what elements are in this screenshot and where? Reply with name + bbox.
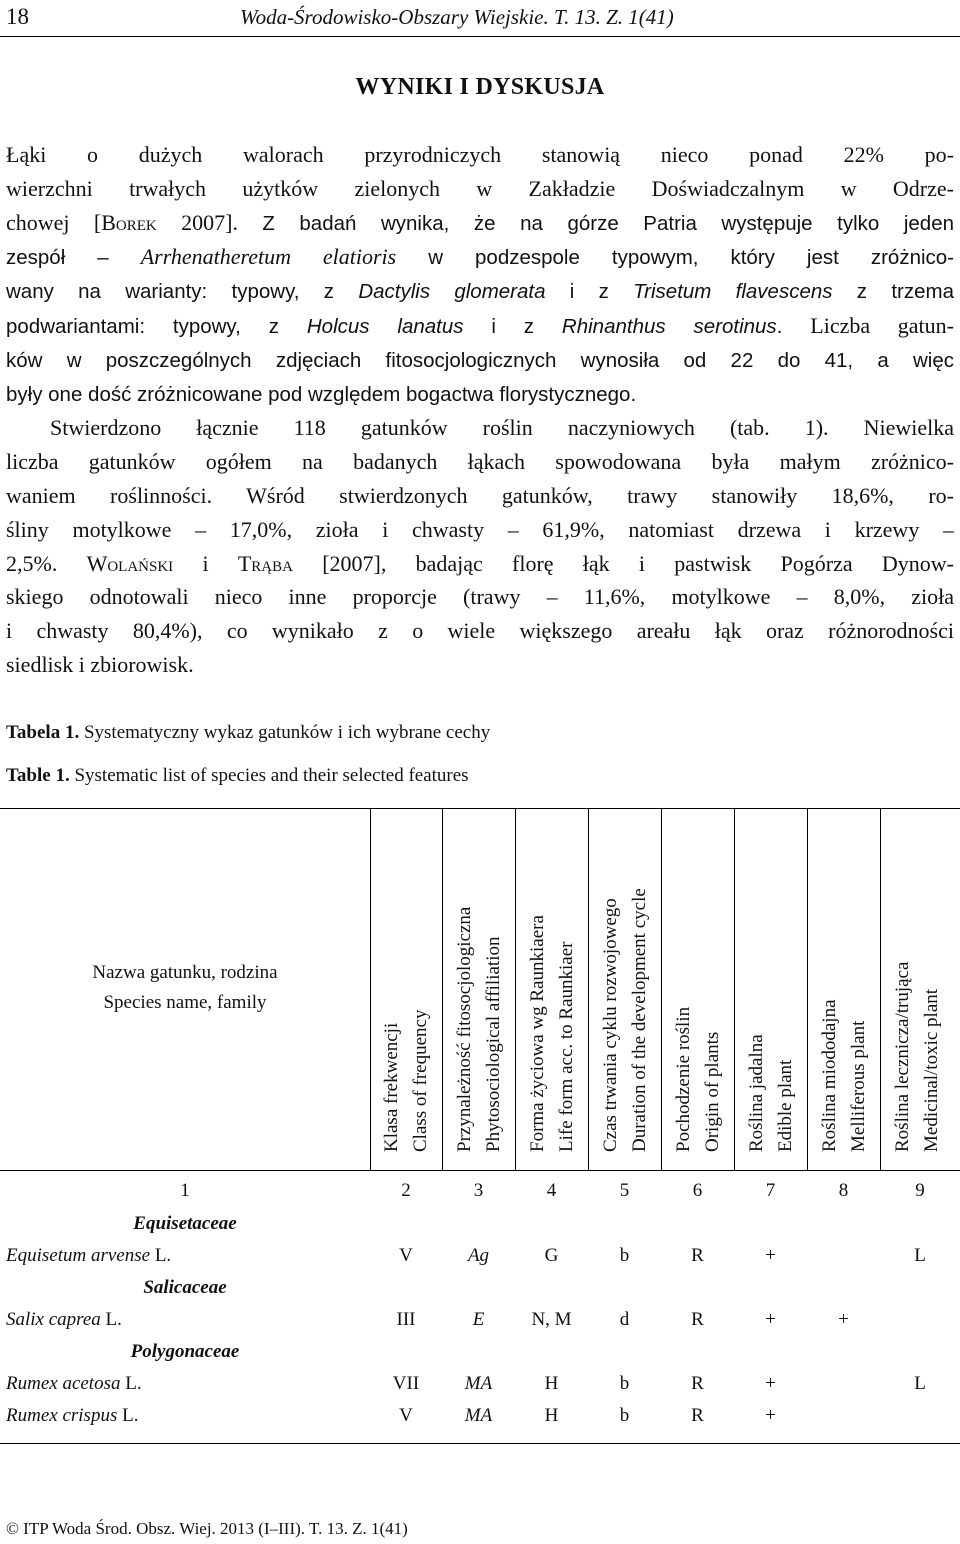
species-name: Equisetum arvense L. [6, 1245, 172, 1266]
family-label: Polygonaceae [130, 1341, 240, 1362]
table-cell: V [399, 1405, 413, 1426]
column-divider [880, 808, 881, 1170]
table-cell: V [399, 1245, 413, 1266]
paragraph-line: ków w poszczególnych zdjęciach fitosocjologicznych wynosiła od 22 do 41, a więc [6, 348, 954, 372]
column-header-melliferous: Roślina miododajna Melliferous plant [819, 999, 869, 1152]
table-cell: N, M [531, 1309, 572, 1330]
paragraph-line: zespół – Arrhenatheretum elatioris w podzespole typowym, który jest zróżnico- [6, 244, 954, 270]
species-name: Salix caprea L. [6, 1309, 122, 1330]
table-cell: b [619, 1373, 630, 1394]
table-cell: R [691, 1405, 704, 1426]
running-header [0, 0, 960, 38]
paragraph-line: waniem roślinności. Wśród stwierdzonych gatunków, trawy stanowiły 18,6%, ro- [6, 482, 954, 508]
column-header-phytosociology: Przynależność fitosocjologiczna Phytosociological affiliation [454, 906, 504, 1152]
column-divider [734, 808, 735, 1170]
column-divider [661, 808, 662, 1170]
column-divider [442, 808, 443, 1170]
paragraph-line: chowej [Borek 2007]. Z badań wynika, że na górze Patria występuje tylko jeden [6, 209, 954, 235]
table-cell: R [691, 1245, 704, 1266]
table-cell: H [544, 1405, 559, 1426]
table-bottom-rule [0, 1443, 960, 1444]
species-name: Rumex crispus L. [6, 1405, 139, 1426]
table-cell: + [765, 1405, 776, 1426]
column-header-medicinal: Roślina lecznicza/trująca Medicinal/toxic plant [892, 961, 942, 1152]
table-cell: R [691, 1309, 704, 1330]
column-number: 5 [619, 1180, 630, 1201]
column-header-life-form: Forma życiowa wg Raunkiaera Life form acc. to Raunkiaer [527, 915, 577, 1152]
table-cell: + [765, 1309, 776, 1330]
table-cell: d [619, 1309, 630, 1330]
author-citation: Wolański [86, 550, 174, 576]
paragraph-line: śliny motylkowe – 17,0%, zioła i chwasty – 61,9%, natomiast drzewa i krzewy – [6, 516, 954, 542]
table-cell: VII [392, 1373, 420, 1394]
table-caption-pl: Tabela 1. Systematyczny wykaz gatunków i ich wybrane cechy [6, 722, 491, 743]
column-number: 8 [838, 1180, 849, 1201]
table-cell: MA [464, 1373, 493, 1394]
column-number: 3 [473, 1180, 484, 1201]
column-number: 2 [401, 1180, 411, 1201]
journal-reference: Woda-Środowisko-Obszary Wiejskie. T. 13. Z. 1(41) [240, 5, 674, 29]
column-number: 6 [692, 1180, 703, 1201]
paragraph-line: siedlisk i zbiorowisk. [6, 651, 194, 677]
column-divider [588, 808, 589, 1170]
paragraph-line: skiego odnotowali nieco inne proporcje (trawy – 11,6%, motylkowe – 8,0%, zioła [6, 584, 954, 610]
table-cell: G [544, 1245, 559, 1266]
family-label: Equisetaceae [133, 1213, 237, 1234]
table-cell: MA [464, 1405, 493, 1426]
table-cell: R [691, 1373, 704, 1394]
paragraph-line: były one dość zróżnicowane pod względem bogactwa florystycznego. [6, 382, 637, 406]
page-number: 18 [6, 4, 29, 29]
column-header-edible: Roślina jadalna Edible plant [746, 1034, 796, 1152]
species-name: Rumex acetosa L. [6, 1373, 142, 1394]
family-label: Salicaceae [143, 1277, 227, 1298]
column-header-frequency: Klasa frekwencji Class of frequency [381, 1009, 431, 1152]
paragraph-line: Stwierdzono łącznie 118 gatunków roślin naczyniowych (tab. 1). Niewielka [50, 415, 954, 441]
table-cell: E [472, 1309, 485, 1330]
column-divider [807, 808, 808, 1170]
table-cell: b [619, 1405, 630, 1426]
table-cell: b [619, 1245, 630, 1266]
column-divider [370, 808, 371, 1170]
body-text [6, 138, 954, 682]
table-cell: + [838, 1309, 849, 1330]
column-number: 7 [765, 1180, 776, 1201]
author-citation: Trąba [237, 550, 293, 576]
table-caption-en: Table 1. Systematic list of species and their selected features [6, 765, 469, 786]
author-citation: Borek [101, 209, 157, 235]
column-header-development-cycle: Czas trwania cyklu rozwojowego Duration of the development cycle [600, 888, 650, 1152]
table-cell: + [765, 1245, 776, 1266]
table-header-rule [0, 1170, 960, 1171]
paragraph-line: liczba gatunków ogółem na badanych łąkach spowodowana była małym zróżnico- [6, 449, 954, 475]
table-cell: H [544, 1373, 559, 1394]
species-name-header: Nazwa gatunku, rodzina Species name, family [92, 962, 278, 1013]
paragraph-line: i chwasty 80,4%), co wynikało z o wiele większego areału łąk oraz różnorodności [6, 618, 954, 644]
section-heading: WYNIKI I DYSKUSJA [355, 74, 605, 100]
table-top-rule [0, 808, 960, 809]
table-cell: L [914, 1245, 926, 1266]
paragraph-line: wany na warianty: typowy, z Dactylis glomerata i z Trisetum flavescens z trzema [6, 280, 954, 304]
paragraph-line: wierzchni trwałych użytków zielonych w Zakładzie Doświadczalnym w Odrze- [6, 175, 954, 201]
paragraph-line: 2,5%. Wolański i Trąba [2007], badając florę łąk i pastwisk Pogórza Dynow- [6, 550, 954, 576]
table-cell: III [396, 1309, 416, 1330]
table-cell: Ag [467, 1245, 490, 1266]
column-number: 9 [915, 1180, 925, 1201]
copyright-footer: © ITP Woda Środ. Obsz. Wiej. 2013 (I–III). T. 13. Z. 1(41) [6, 1519, 408, 1538]
column-header-origin: Pochodzenie roślin Origin of plants [673, 1006, 723, 1152]
table-cell: + [765, 1373, 776, 1394]
paragraph-line: Łąki o dużych walorach przyrodniczych stanowią nieco ponad 22% po- [6, 142, 954, 167]
column-number: 1 [180, 1180, 190, 1201]
column-number: 4 [546, 1180, 557, 1201]
header-rule [0, 36, 960, 37]
paragraph-line: podwariantami: typowy, z Holcus lanatus i z Rhinanthus serotinus. Liczba gatun- [6, 312, 954, 338]
column-divider [515, 808, 516, 1170]
table-cell: L [914, 1373, 926, 1394]
